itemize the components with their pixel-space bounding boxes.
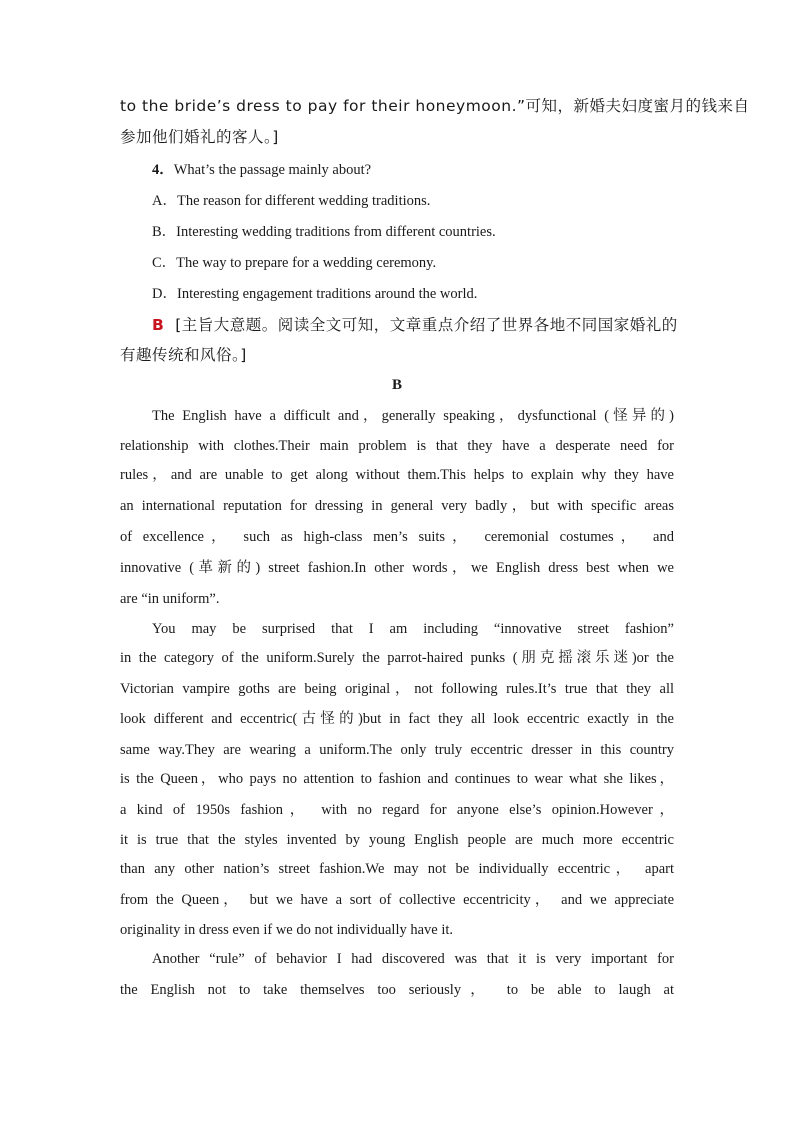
passage-line: is the Queen，who pays no attention to fashion and continues to wear what she likes， <box>120 771 674 787</box>
passage-line: Victorian vampire goths are being original，not following rules.It’s true that they all <box>120 681 674 697</box>
answer3-explanation-line2: 参加他们婚礼的客人。] <box>120 128 279 146</box>
passage-line: in the category of the uniform.Surely the parrot-haired punks (朋克摇滚乐迷)or the <box>120 650 674 666</box>
passage-line: a kind of 1950s fashion， with no regard for anyone else’s opinion.However， <box>120 802 674 818</box>
option-letter: B． <box>152 224 177 240</box>
option-letter: D． <box>152 286 177 302</box>
option-text: Interesting wedding traditions from different countries. <box>176 224 496 240</box>
passage-line: originality in dress even if we do not individually have it. <box>120 922 454 938</box>
answer-explanation: [主旨大意题。阅读全文可知，文章重点介绍了世界各地不同国家婚礼的 <box>175 316 678 334</box>
option-text: The way to prepare for a wedding ceremony. <box>176 255 437 271</box>
passage-line: it is true that the styles invented by young English people are much more eccentric <box>120 832 674 848</box>
passage-line: than any other nation’s street fashion.We may not be individually eccentric， apart <box>120 861 674 877</box>
question-number: 4． <box>152 162 174 178</box>
option-b <box>152 222 674 242</box>
passage-line: the English not to take themselves too seriously， to be able to laugh at <box>120 982 674 998</box>
option-text: Interesting engagement traditions around the world. <box>176 286 478 302</box>
question4-explanation-line2: 有趣传统和风俗。] <box>120 346 247 364</box>
option-text: The reason for different wedding traditions. <box>176 193 431 209</box>
passage-line: innovative (革新的) street fashion.In other words，we English dress best when we <box>120 560 674 576</box>
passage-line: You may be surprised that I am including “innovative street fashion” <box>152 621 674 637</box>
option-d <box>152 284 674 304</box>
answer-letter: B <box>152 316 165 334</box>
passage-line: relationship with clothes.Their main problem is that they have a desperate need for <box>120 438 674 454</box>
option-letter: C． <box>152 255 177 271</box>
passage-line: same way.They are wearing a uniform.The only truly eccentric dresser in this country <box>120 742 674 758</box>
option-letter: A． <box>152 193 177 209</box>
question4-answer <box>152 315 678 335</box>
passage-line: The English have a difficult and，generally speaking，dysfunctional (怪异的) <box>152 408 674 424</box>
passage-line: from the Queen， but we have a sort of collective eccentricity， and we appreciate <box>120 892 674 908</box>
passage-line: Another “rule” of behavior I had discovered was that it is very important for <box>152 951 674 967</box>
option-a <box>152 191 674 211</box>
question-text: What’s the passage mainly about? <box>173 162 372 178</box>
passage-line: rules，and are unable to get along without them.This helps to explain why they have <box>120 467 674 483</box>
passage-line: are “in uniform”. <box>120 591 220 607</box>
option-c <box>152 253 674 273</box>
passage-line: look different and eccentric(古怪的)but in fact they all look eccentric exactly in the <box>120 711 674 727</box>
section-title: B <box>391 377 402 393</box>
passage-line: an international reputation for dressing in general very badly，but with specific areas <box>120 498 674 514</box>
passage-line: of excellence， such as high-class men’s suits， ceremonial costumes， and <box>120 529 674 545</box>
answer3-explanation-line1: to the bride’s dress to pay for their honeymoon.”可知，新婚夫妇度蜜月的钱来自 <box>120 97 750 115</box>
question4-stem <box>152 160 674 180</box>
